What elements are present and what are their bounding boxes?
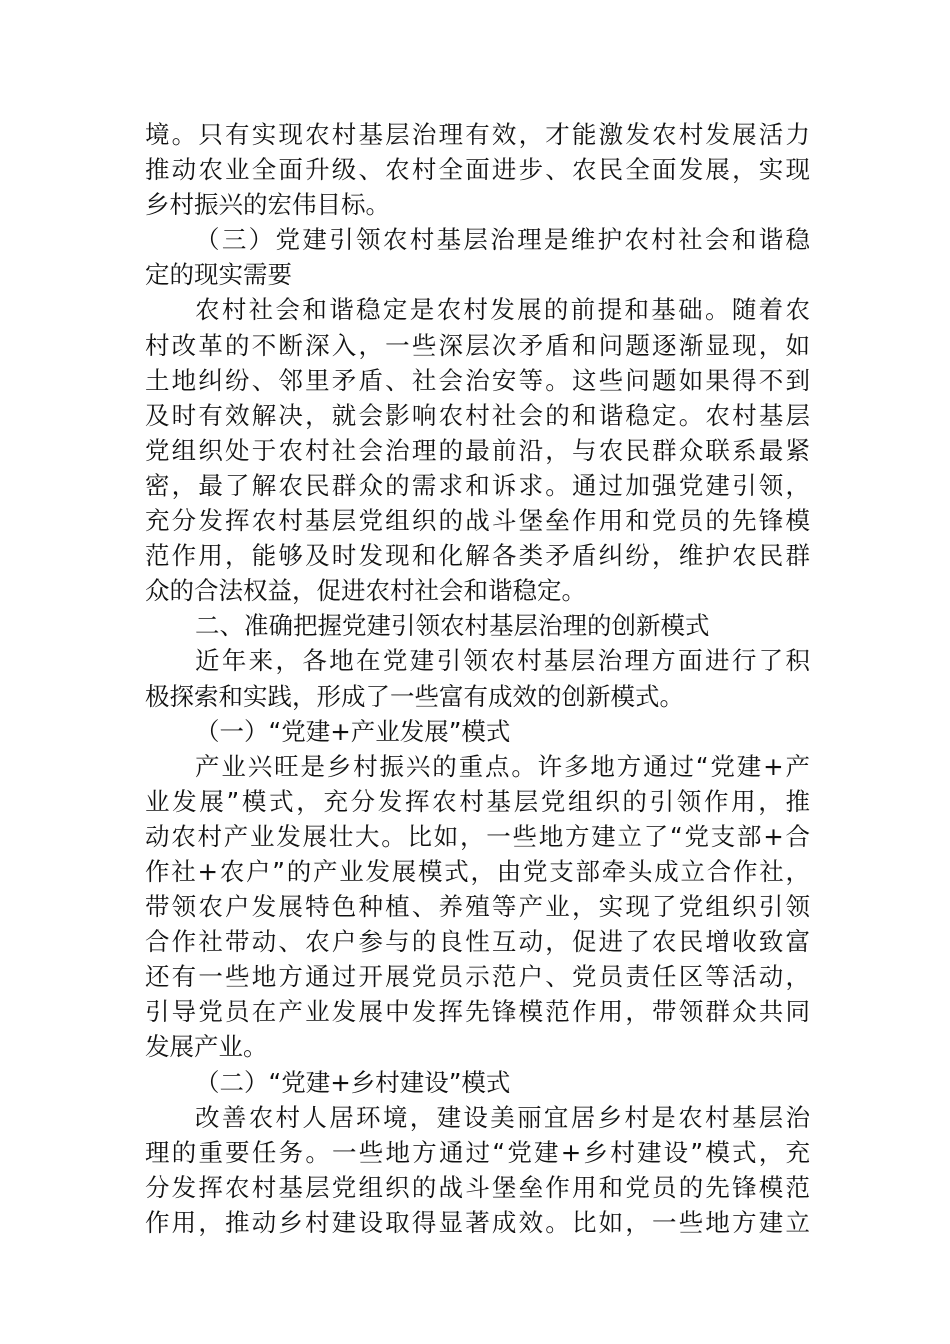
paragraph-line: 村改革的不断深入，一些深层次矛盾和问题逐渐显现，如 [145,330,810,360]
paragraph-line: 发展产业。 [145,1032,268,1062]
paragraph-line: 作用，推动乡村建设取得显著成效。比如，一些地方建立 [145,1207,810,1237]
section-heading-line: （二）“党建+乡村建设”模式 [195,1067,511,1097]
paragraph-line: 密，最了解农民群众的需求和诉求。通过加强党建引领， [145,470,810,500]
paragraph-line: 范作用，能够及时发现和化解各类矛盾纠纷，维护农民群 [145,541,810,571]
paragraph-line: 境。只有实现农村基层治理有效，才能激发农村发展活力 [145,120,810,149]
paragraph-line: 合作社带动、农户参与的良性互动，促进了农民增收致富 [145,927,810,957]
paragraph-line: 动农村产业发展壮大。比如，一些地方建立了“党支部+合 [145,821,810,851]
paragraph-line: 产业兴旺是乡村振兴的重点。许多地方通过“党建+产 [195,751,810,781]
section-heading-line: （三）党建引领农村基层治理是维护农村社会和谐稳 [195,225,810,255]
paragraph-line: 近年来，各地在党建引领农村基层治理方面进行了积 [195,646,810,676]
paragraph-line: 充分发挥农村基层党组织的战斗堡垒作用和党员的先锋模 [145,506,810,536]
paragraph-line: 农村社会和谐稳定是农村发展的前提和基础。随着农 [195,295,810,325]
paragraph-line: 改善农村人居环境，建设美丽宜居乡村是农村基层治 [195,1102,810,1132]
paragraph-line: 乡村振兴的宏伟目标。 [145,190,390,220]
paragraph-line: 业发展”模式，充分发挥农村基层党组织的引领作用，推 [145,786,810,816]
paragraph-line: 作社+农户”的产业发展模式，由党支部牵头成立合作社， [145,856,810,886]
paragraph-line: 分发挥农村基层党组织的战斗堡垒作用和党员的先锋模范 [145,1172,810,1202]
document-body-text [145,117,810,1240]
paragraph-line: 带领农户发展特色种植、养殖等产业，实现了党组织引领 [145,892,810,922]
section-heading-line: 二、准确把握党建引领农村基层治理的创新模式 [195,611,710,641]
paragraph-line: 还有一些地方通过开展党员示范户、党员责任区等活动， [145,962,810,992]
paragraph-line: 众的合法权益，促进农村社会和谐稳定。 [145,576,586,606]
paragraph-line: 理的重要任务。一些地方通过“党建+乡村建设”模式，充 [145,1137,810,1167]
paragraph-line: 引导党员在产业发展中发挥先锋模范作用，带领群众共同 [145,997,810,1027]
paragraph-line: 极探索和实践，形成了一些富有成效的创新模式。 [145,681,684,711]
section-heading-line: 定的现实需要 [145,260,292,290]
paragraph-line: 及时有效解决，就会影响农村社会的和谐稳定。农村基层 [145,400,810,430]
section-heading-line: （一）“党建+产业发展”模式 [195,716,511,746]
paragraph-line: 土地纠纷、邻里矛盾、社会治安等。这些问题如果得不到 [145,365,810,395]
paragraph-line: 推动农业全面升级、农村全面进步、农民全面发展，实现 [145,155,810,185]
paragraph-line: 党组织处于农村社会治理的最前沿，与农民群众联系最紧 [145,435,810,465]
